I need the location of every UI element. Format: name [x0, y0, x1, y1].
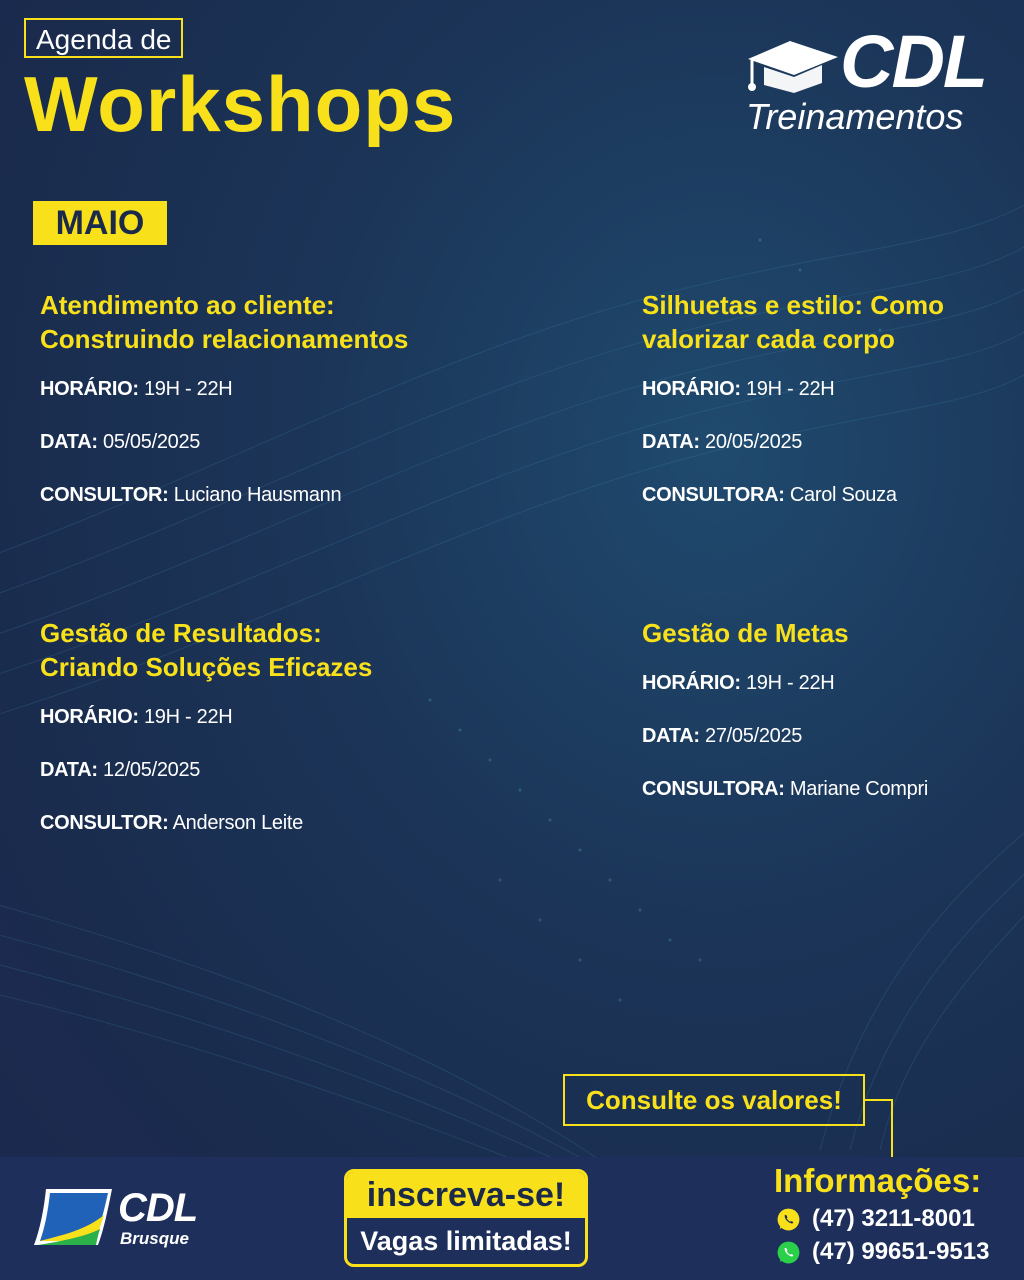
cdl-treinamentos-logo	[740, 20, 1000, 140]
signup-text: inscreva-se!	[347, 1172, 585, 1218]
logo-treinamentos-text: Treinamentos	[746, 96, 964, 137]
cdl-brusque-logo	[32, 1185, 212, 1255]
phone-row	[776, 1237, 1006, 1267]
phone-number[interactable]: (47) 99651-9513	[812, 1238, 990, 1265]
flag-logo-icon	[32, 1185, 114, 1249]
workshop-card	[642, 288, 1024, 535]
signup-badge	[344, 1169, 588, 1267]
workshop-date: DATA: 05/05/2025	[40, 431, 201, 453]
workshop-date: DATA: 12/05/2025	[40, 759, 201, 781]
workshop-consultant: CONSULTOR: Luciano Hausmann	[40, 484, 342, 506]
connector-line	[865, 1099, 893, 1159]
workshop-consultant: CONSULTORA: Mariane Compri	[642, 778, 928, 800]
workshop-title: Silhuetas e estilo: Como valorizar cada corpo	[642, 290, 944, 354]
workshop-title: Gestão de Resultados: Criando Soluções Eficazes	[40, 618, 373, 682]
month-badge: MAIO	[33, 201, 167, 245]
workshop-title: Gestão de Metas	[642, 618, 849, 648]
workshop-date: DATA: 20/05/2025	[642, 431, 803, 453]
footer-logo-brusque: Brusque	[120, 1229, 189, 1248]
workshop-title: Atendimento ao cliente: Construindo relacionamentos	[40, 290, 409, 354]
workshop-time: HORÁRIO: 19H - 22H	[40, 378, 233, 400]
logo-cdl-text: CDL	[840, 20, 987, 103]
limited-spots-text: Vagas limitadas!	[360, 1226, 572, 1256]
whatsapp-icon	[776, 1207, 801, 1232]
workshop-time: HORÁRIO: 19H - 22H	[642, 378, 835, 400]
workshop-consultant: CONSULTOR: Anderson Leite	[40, 812, 303, 834]
workshop-card	[40, 288, 440, 535]
workshop-time: HORÁRIO: 19H - 22H	[642, 672, 835, 694]
workshop-time: HORÁRIO: 19H - 22H	[40, 706, 233, 728]
whatsapp-icon	[776, 1240, 801, 1265]
graduation-cap-icon	[742, 29, 842, 99]
workshop-card	[40, 616, 440, 863]
workshop-card	[642, 616, 1024, 829]
consult-values-box: Consulte os valores!	[563, 1074, 865, 1126]
phone-number[interactable]: (47) 3211-8001	[812, 1205, 975, 1232]
footer-logo-cdl: CDL	[118, 1186, 198, 1230]
page-title: Workshops	[24, 60, 457, 148]
agenda-label: Agenda de	[24, 18, 183, 58]
workshop-date: DATA: 27/05/2025	[642, 725, 803, 747]
workshop-consultant: CONSULTORA: Carol Souza	[642, 484, 897, 506]
phone-row	[776, 1204, 1006, 1234]
info-title: Informações:	[774, 1162, 982, 1199]
